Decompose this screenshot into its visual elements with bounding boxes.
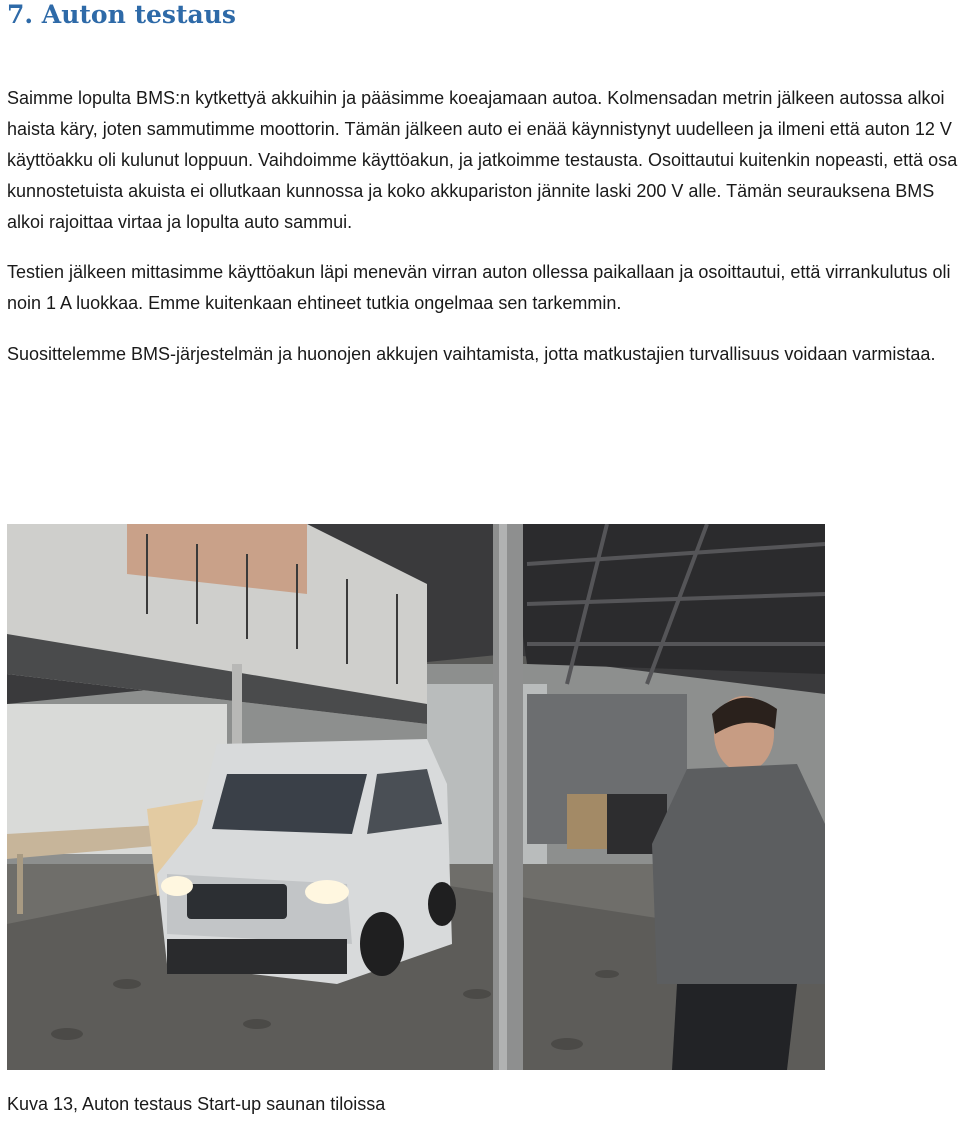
figure-caption: Kuva 13, Auton testaus Start-up saunan tiloissa: [7, 1094, 386, 1114]
section-heading: 7. Auton testaus: [7, 0, 237, 29]
car-test-photo-illustration: [7, 524, 825, 1070]
paragraph-test-drive: Saimme lopulta BMS:n kytkettyä akkuihin ja pääsimme koeajamaan autoa. Kolmensadan metrin jälkeen autossa alkoi haista käry, joten sammutimme moottorin. Tämän jälkeen auto ei enää käynnistynyt uudelleen ja ilmeni että auton 12 V käyttöakku oli kulunut loppuun. Vaihdoimme käyttöakun, ja jatkoimme testausta. Osoittautui kuitenkin nopeasti, että osa kunnostetuista akuista ei ollutkaan kunnossa ja koko akkupariston jännite laski 200 V alle. Tämän seurauksena BMS alkoi rajoittaa virtaa ja lopulta auto sammui.: [7, 88, 958, 232]
figure-photo-car-test: [7, 524, 825, 1070]
paragraph-current-measurement: Testien jälkeen mittasimme käyttöakun läpi menevän virran auton ollessa paikallaan ja osoittautui, että virrankulutus oli noin 1 A luokkaa. Emme kuitenkaan ehtineet tutkia ongelmaa sen tarkemmin.: [7, 262, 951, 313]
paragraph-recommendation: Suosittelemme BMS-järjestelmän ja huonojen akkujen vaihtamista, jotta matkustajien turvallisuus voidaan varmistaa.: [7, 344, 936, 364]
